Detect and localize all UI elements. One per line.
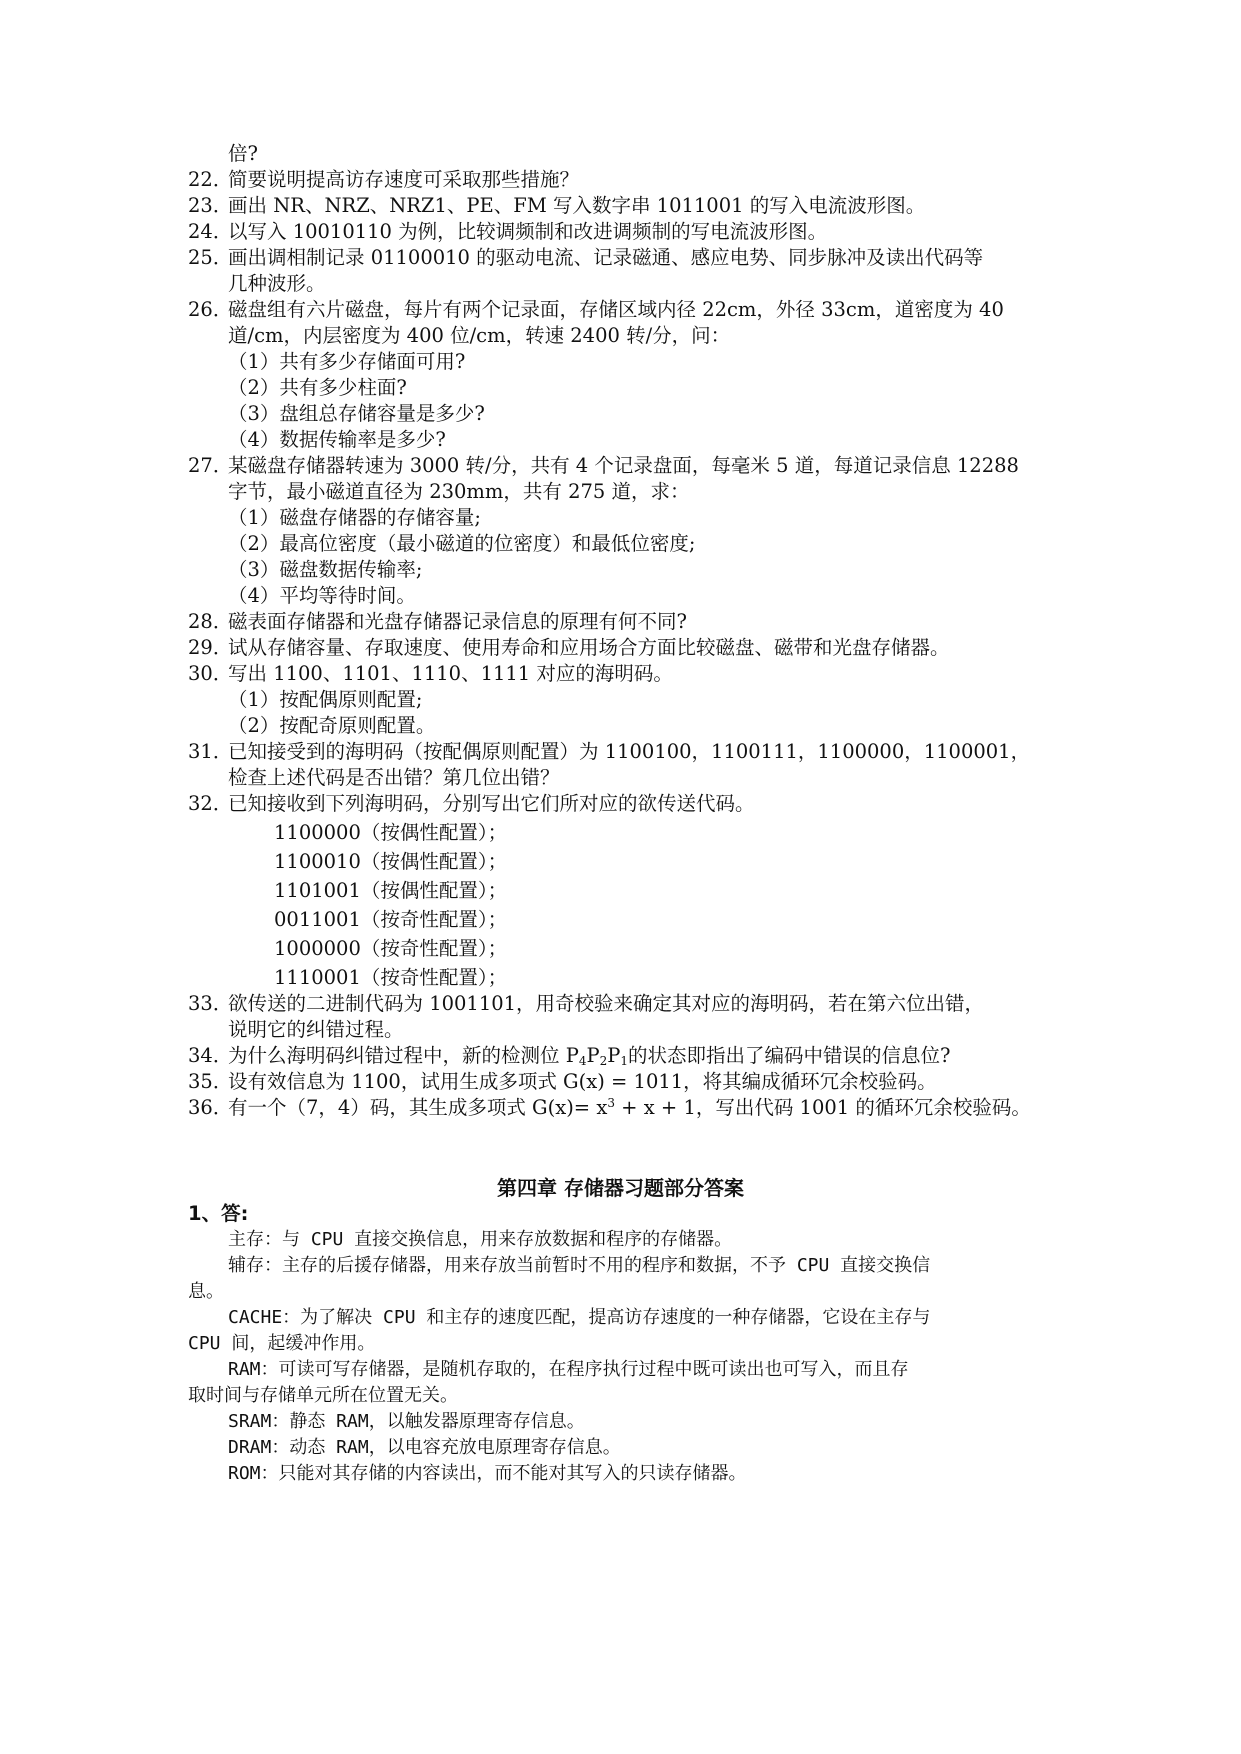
question-34	[188, 1042, 950, 1070]
answer-line: DRAM：动态 RAM，以电容充放电原理寄存信息。	[228, 1437, 621, 1458]
question-number: 30．	[188, 662, 233, 685]
q21-continuation: 倍?	[228, 142, 258, 165]
question-25	[188, 244, 983, 272]
answer-line: ROM：只能对其存储的内容读出，而不能对其写入的只读存储器。	[228, 1463, 747, 1484]
sub-question: （1）按配偶原则配置;	[228, 688, 423, 711]
answer-line: 主存：与 CPU 直接交换信息，用来存放数据和程序的存储器。	[228, 1229, 733, 1250]
sub-question: （3）磁盘数据传输率;	[228, 558, 423, 581]
question-number: 24．	[188, 220, 233, 243]
hamming-code-item: 1000000（按奇性配置）；	[274, 937, 508, 960]
question-number: 26．	[188, 298, 233, 321]
question-text: 画出 NR、NRZ、NRZ1、PE、FM 写入数字串 1011001 的写入电流波形图。	[228, 194, 926, 217]
p-letter: P	[586, 1044, 600, 1067]
question-text: 磁表面存储器和光盘存储器记录信息的原理有何不同?	[228, 610, 687, 633]
question-36	[188, 1094, 1031, 1122]
question-29	[188, 634, 950, 662]
question-26-continuation: 道/cm，内层密度为 400 位/cm，转速 2400 转/分，问：	[228, 324, 731, 347]
answer-line: 辅存：主存的后援存储器，用来存放当前暂时不用的程序和数据，不予 CPU 直接交换信	[228, 1255, 931, 1276]
question-number: 32．	[188, 792, 233, 815]
question-25-continuation: 几种波形。	[228, 272, 326, 295]
question-31-continuation: 检查上述代码是否出错？第几位出错？	[228, 766, 560, 789]
question-31	[188, 738, 1030, 766]
question-number: 25．	[188, 246, 233, 269]
answer-line: SRAM：静态 RAM，以触发器原理寄存信息。	[228, 1411, 585, 1432]
hamming-code-item: 1110001（按奇性配置）；	[274, 966, 508, 989]
question-number: 23．	[188, 194, 233, 217]
superscript: 3	[607, 1096, 615, 1110]
question-text-pre: 有一个（7，4）码，其生成多项式 G(x)= x	[228, 1096, 608, 1119]
question-23	[188, 192, 925, 220]
question-32	[188, 790, 755, 818]
question-text: 试从存储容量、存取速度、使用寿命和应用场合方面比较磁盘、磁带和光盘存储器。	[228, 636, 950, 659]
question-text: 设有效信息为 1100，试用生成多项式 G(x) = 1011，将其编成循环冗余校验码。	[228, 1070, 937, 1093]
question-number: 35．	[188, 1070, 233, 1093]
question-text: 已知接受到的海明码（按配偶原则配置）为 1100100，1100111，1100000，1100001，	[228, 740, 1031, 763]
subscript: 1	[620, 1054, 628, 1068]
question-24	[188, 218, 827, 246]
question-text: 以写入 10010110 为例，比较调频制和改进调频制的写电流波形图。	[228, 220, 828, 243]
answer-line: CACHE：为了解决 CPU 和主存的速度匹配，提高访存速度的一种存储器，它设在主存与	[228, 1307, 931, 1328]
question-text: 某磁盘存储器转速为 3000 转/分，共有 4 个记录盘面，每毫米 5 道，每道记录信息 12288	[228, 454, 1019, 477]
question-30	[188, 660, 673, 688]
subscript: 4	[578, 1054, 587, 1068]
question-number: 33．	[188, 992, 233, 1015]
question-text-pre: 为什么海明码纠错过程中，新的检测位 P	[228, 1044, 579, 1067]
sub-question: （2）按配奇原则配置。	[228, 714, 436, 737]
question-27-continuation: 字节，最小磁道直径为 230mm，共有 275 道，求：	[228, 480, 690, 503]
question-text-post: + x + 1，写出代码 1001 的循环冗余校验码。	[614, 1096, 1031, 1119]
question-33	[188, 990, 984, 1018]
chapter-title: 第四章 存储器习题部分答案	[497, 1176, 744, 1200]
sub-question: （4）数据传输率是多少?	[228, 428, 446, 451]
sub-question: （1）共有多少存储面可用?	[228, 350, 466, 373]
answer-line: RAM：可读可写存储器，是随机存取的，在程序执行过程中既可读出也可写入，而且存	[228, 1359, 909, 1380]
hamming-code-item: 1101001（按偶性配置）；	[274, 879, 508, 902]
question-26	[188, 296, 1004, 324]
sub-question: （2）共有多少柱面?	[228, 376, 407, 399]
question-number: 31．	[188, 740, 233, 763]
answer-label: 1、答:	[188, 1202, 249, 1225]
question-28	[188, 608, 687, 636]
question-35	[188, 1068, 937, 1096]
question-33-continuation: 说明它的纠错过程。	[228, 1018, 404, 1041]
answer-line: 取时间与存储单元所在位置无关。	[188, 1385, 458, 1406]
sub-question: （3）盘组总存储容量是多少?	[228, 402, 485, 425]
question-27	[188, 452, 1019, 480]
question-text: 简要说明提高访存速度可采取那些措施？	[228, 168, 580, 191]
question-number: 27．	[188, 454, 233, 477]
question-number: 36．	[188, 1096, 233, 1119]
question-text: 写出 1100、1101、1110、1111 对应的海明码。	[228, 662, 673, 685]
question-text: 欲传送的二进制代码为 1001101，用奇校验来确定其对应的海明码，若在第六位出错，	[228, 992, 985, 1015]
answer-line: 息。	[188, 1281, 224, 1302]
answer-line: CPU 间，起缓冲作用。	[188, 1333, 376, 1354]
question-number: 28．	[188, 610, 233, 633]
sub-question: （4）平均等待时间。	[228, 584, 416, 607]
question-text: 已知接收到下列海明码，分别写出它们所对应的欲传送代码。	[228, 792, 755, 815]
question-text: 画出调相制记录 01100010 的驱动电流、记录磁通、感应电势、同步脉冲及读出代码等	[228, 246, 984, 269]
question-22	[188, 166, 579, 194]
p-letter: P	[607, 1044, 621, 1067]
hamming-code-item: 0011001（按奇性配置）；	[274, 908, 508, 931]
sub-question: （2）最高位密度（最小磁道的位密度）和最低位密度;	[228, 532, 696, 555]
subscript: 2	[599, 1054, 608, 1068]
hamming-code-item: 1100010（按偶性配置）；	[274, 850, 508, 873]
hamming-code-item: 1100000（按偶性配置）；	[274, 821, 508, 844]
sub-question: （1）磁盘存储器的存储容量;	[228, 506, 481, 529]
question-text: 磁盘组有六片磁盘，每片有两个记录面，存储区域内径 22cm，外径 33cm，道密度为 40	[228, 298, 1004, 321]
question-number: 22．	[188, 168, 233, 191]
question-number: 29．	[188, 636, 233, 659]
question-text-post: 的状态即指出了编码中错误的信息位?	[628, 1044, 951, 1067]
question-number: 34．	[188, 1044, 233, 1067]
